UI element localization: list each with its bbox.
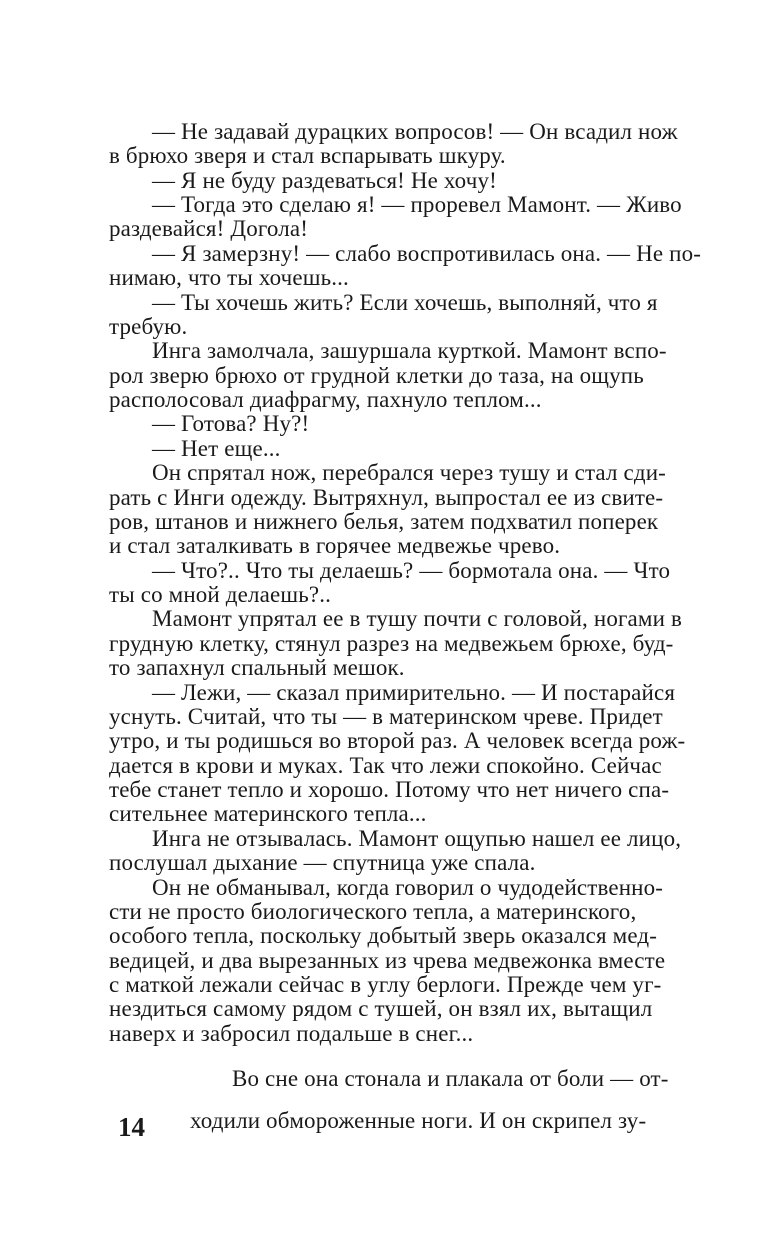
text-line: Мамонт упрятал ее в тушу почти с головой, ногами в bbox=[152, 606, 682, 631]
text-line: — Тогда это сделаю я! — проревел Мамонт. — Живо bbox=[152, 192, 682, 217]
text-line: грудную клетку, стянул разрез на медвежьем брюхе, буд- bbox=[109, 631, 674, 656]
text-line: нимаю, что ты хочешь... bbox=[109, 265, 349, 290]
text-line: ходили обмороженные ноги. И он скрипел зу- bbox=[190, 1108, 647, 1133]
text-line: требую. bbox=[109, 314, 188, 339]
text-line: наверх и забросил подальше в снег... bbox=[109, 1021, 474, 1046]
page-number: 14 bbox=[118, 1112, 145, 1142]
text-line: раздевайся! Догола! bbox=[109, 216, 309, 241]
text-line: сти не просто биологического тепла, а материнского, bbox=[109, 899, 637, 924]
text-line: ведицей, и два вырезанных из чрева медвежонка вместе bbox=[109, 948, 666, 973]
text-line: — Ты хочешь жить? Если хочешь, выполняй, что я bbox=[152, 290, 658, 315]
text-line: ты со мной делаешь?.. bbox=[109, 582, 331, 607]
text-line: Он не обманывал, когда говорил о чудодейственно- bbox=[152, 875, 664, 900]
text-line: Инга замолчала, зашуршала курткой. Мамонт вспо- bbox=[152, 338, 667, 363]
text-line: тебе станет тепло и хорошо. Потому что нет ничего спа- bbox=[109, 777, 670, 802]
text-line: послушал дыхание — спутница уже спала. bbox=[109, 850, 536, 875]
text-line: — Не задавай дурацких вопросов! — Он всадил нож bbox=[152, 119, 678, 144]
text-line: в брюхо зверя и стал вспарывать шкуру. bbox=[109, 143, 506, 168]
text-line: — Я не буду раздеваться! Не хочу! bbox=[152, 168, 497, 193]
text-line: рать с Инги одежду. Вытряхнул, выпростал ее из свите- bbox=[109, 485, 664, 510]
text-line: сительнее материнского тепла... bbox=[109, 801, 427, 826]
text-line: особого тепла, поскольку добытый зверь оказался мед- bbox=[109, 923, 658, 948]
text-line: и стал заталкивать в горячее медвежье чрево. bbox=[109, 533, 561, 558]
text-line: нездиться самому рядом с тушей, он взял их, вытащил bbox=[109, 996, 653, 1021]
text-line: Во сне она стонала и плакала от боли — от- bbox=[232, 1066, 669, 1091]
text-line: уснуть. Считай, что ты — в материнском чреве. Придет bbox=[109, 704, 663, 729]
text-line: — Готова? Ну?! bbox=[152, 411, 310, 436]
text-line: — Нет еще... bbox=[152, 436, 281, 461]
text-line: утро, и ты родишься во второй раз. А человек всегда рож- bbox=[109, 728, 686, 753]
text-line: — Лежи, — сказал примирительно. — И постарайся bbox=[152, 680, 676, 705]
text-line: дается в крови и муках. Так что лежи спокойно. Сейчас bbox=[109, 753, 662, 778]
text-line: — Я замерзну! — слабо воспротивилась она. — Не по- bbox=[152, 241, 702, 266]
text-line: Инга не отзывалась. Мамонт ощупью нашел ее лицо, bbox=[152, 826, 682, 851]
text-line: располосовал диафрагму, пахнуло теплом... bbox=[109, 387, 542, 412]
text-line: с маткой лежали сейчас в углу берлоги. Прежде чем уг- bbox=[109, 972, 662, 997]
text-line: рол зверю брюхо от грудной клетки до таза, на ощупь bbox=[109, 363, 644, 388]
text-line: Он спрятал нож, перебрался через тушу и стал сди- bbox=[152, 460, 666, 485]
text-line: ров, штанов и нижнего белья, затем подхватил поперек bbox=[109, 509, 659, 534]
text-line: то запахнул спальный мешок. bbox=[109, 655, 405, 680]
text-line: — Что?.. Что ты делаешь? — бормотала она. — Что bbox=[152, 558, 671, 583]
